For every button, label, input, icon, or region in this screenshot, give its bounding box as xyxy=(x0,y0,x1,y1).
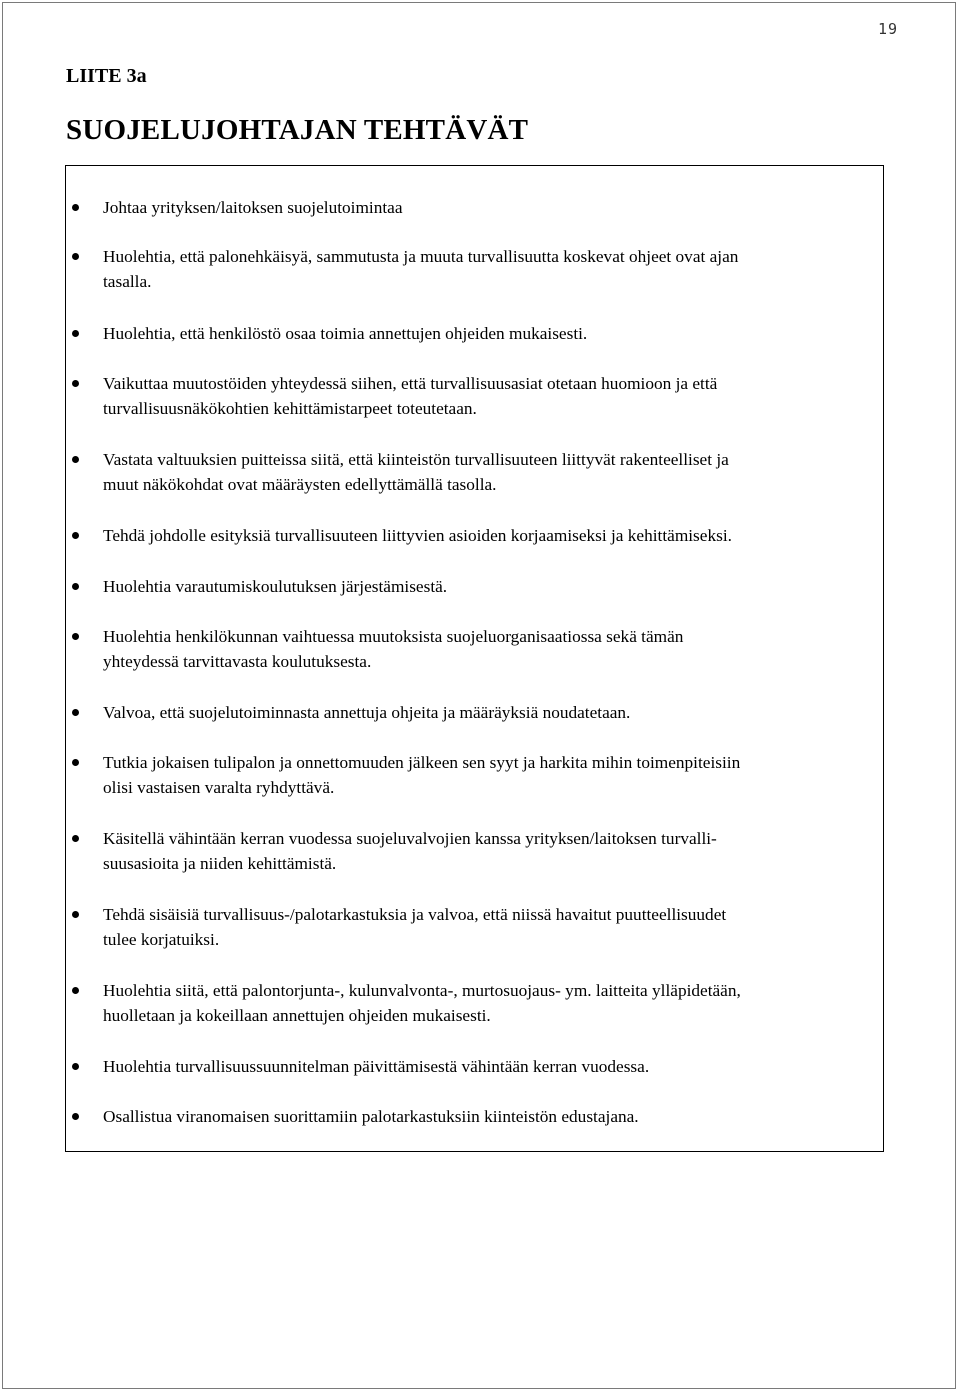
task-item xyxy=(66,574,878,599)
bullet-icon xyxy=(72,253,79,260)
task-text: Käsitellä vähintään kerran vuodessa suojeluvalvojien kanssa yrityksen/laitoksen turvalli- suusasioita ja niiden kehittämistä. xyxy=(103,829,717,873)
task-text: Huolehtia turvallisuussuunnitelman päivittämisestä vähintään kerran vuodessa. xyxy=(103,1057,650,1076)
document-title: SUOJELUJOHTAJAN TEHTÄVÄT xyxy=(66,114,529,146)
task-item xyxy=(66,371,878,421)
task-text: Tehdä sisäisiä turvallisuus-/palotarkastuksia ja valvoa, että niissä havaitut puutteellisuudet tulee korjatuiksi. xyxy=(103,905,727,949)
page-number: 19 xyxy=(877,20,898,38)
task-text: Tehdä johdolle esityksiä turvallisuuteen liittyvien asioiden korjaamiseksi ja kehittämiseksi. xyxy=(103,526,732,545)
task-text: Huolehtia siitä, että palontorjunta-, kulunvalvonta-, murtosuojaus- ym. laitteita ylläpidetään, huolletaan ja kokeillaan annettujen ohjeiden mukaisesti. xyxy=(103,981,741,1025)
task-list-box xyxy=(65,165,884,1152)
bullet-icon xyxy=(72,204,79,211)
bullet-icon xyxy=(72,709,79,716)
appendix-label: LIITE 3a xyxy=(66,65,147,87)
bullet-icon xyxy=(72,987,79,994)
task-item xyxy=(66,195,878,220)
task-text: Huolehtia, että henkilöstö osaa toimia annettujen ohjeiden mukaisesti. xyxy=(103,324,588,343)
task-item xyxy=(66,1104,878,1129)
task-item xyxy=(66,978,878,1028)
task-item xyxy=(66,321,878,346)
bullet-icon xyxy=(72,1113,79,1120)
bullet-icon xyxy=(72,835,79,842)
task-item xyxy=(66,826,878,876)
task-item xyxy=(66,244,878,294)
bullet-icon xyxy=(72,532,79,539)
bullet-icon xyxy=(72,380,79,387)
bullet-icon xyxy=(72,456,79,463)
task-item xyxy=(66,447,878,497)
bullet-icon xyxy=(72,633,79,640)
task-item xyxy=(66,1054,878,1079)
task-item xyxy=(66,624,878,674)
task-item xyxy=(66,523,878,548)
task-item xyxy=(66,902,878,952)
bullet-icon xyxy=(72,759,79,766)
bullet-icon xyxy=(72,1063,79,1070)
task-item xyxy=(66,750,878,800)
task-text: Osallistua viranomaisen suorittamiin palotarkastuksiin kiinteistön edustajana. xyxy=(103,1107,639,1126)
task-text: Huolehtia, että palonehkäisyä, sammutusta ja muuta turvallisuutta koskevat ohjeet ovat ajan tasalla. xyxy=(103,247,739,291)
task-text: Huolehtia varautumiskoulutuksen järjestämisestä. xyxy=(103,577,448,596)
task-text: Johtaa yrityksen/laitoksen suojelutoimintaa xyxy=(103,198,403,217)
task-text: Valvoa, että suojelutoiminnasta annettuja ohjeita ja määräyksiä noudatetaan. xyxy=(103,703,631,722)
task-text: Tutkia jokaisen tulipalon ja onnettomuuden jälkeen sen syyt ja harkita mihin toimenpiteisiin olisi vastaisen varalta ryhdyttävä. xyxy=(103,753,741,797)
task-item xyxy=(66,700,878,725)
task-text: Vastata valtuuksien puitteissa siitä, että kiinteistön turvallisuuteen liittyvät rakenteelliset ja muut näkökohdat ovat määräysten edellyttämällä tasolla. xyxy=(103,450,729,494)
bullet-icon xyxy=(72,911,79,918)
task-text: Vaikuttaa muutostöiden yhteydessä siihen, että turvallisuusasiat otetaan huomioon ja että turvallisuusnäkökohtien kehittämistarpeet toteutetaan. xyxy=(103,374,718,418)
bullet-icon xyxy=(72,330,79,337)
bullet-icon xyxy=(72,583,79,590)
task-text: Huolehtia henkilökunnan vaihtuessa muutoksista suojeluorganisaatiossa sekä tämän yhteydessä tarvittavasta koulutuksesta. xyxy=(103,627,684,671)
